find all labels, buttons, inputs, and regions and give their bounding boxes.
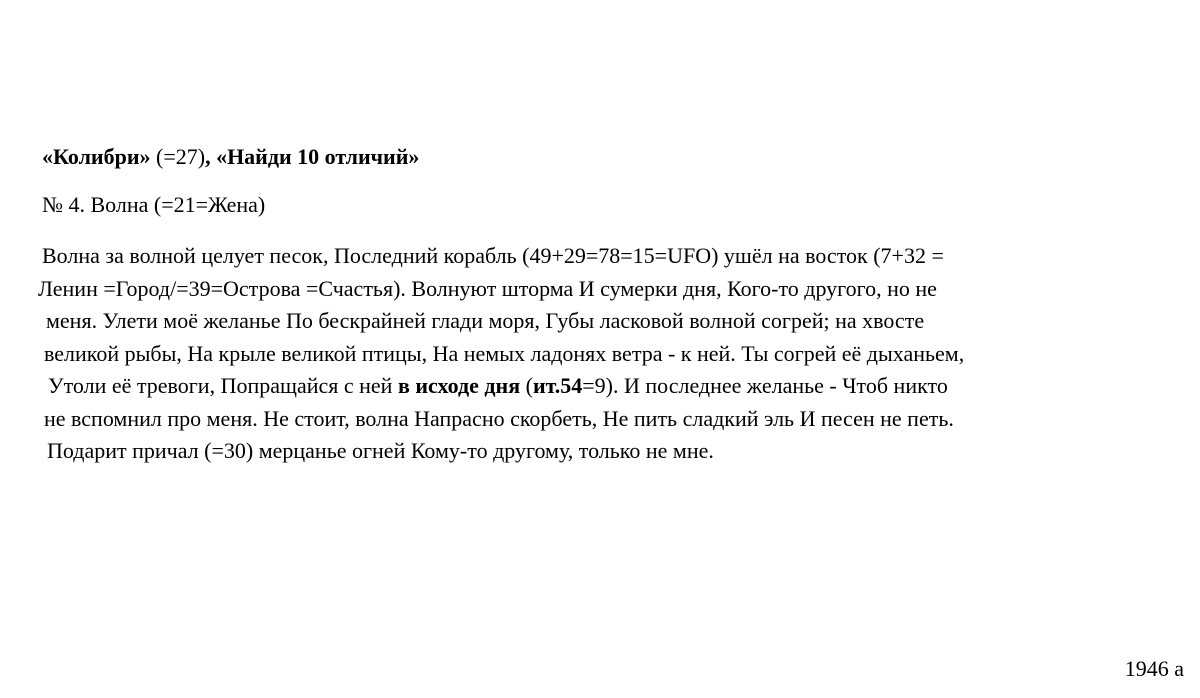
body-bold-segment: ит.54 (532, 373, 583, 398)
page-number: 1946 а (1124, 656, 1184, 681)
body-segment: Подарит причал (=30) мерцанье огней Кому-то другому, только не мне. (47, 438, 714, 463)
body-segment: великой рыбы, На крыле великой птицы, На немых ладонях ветра - к ней. Ты согрей её дыханьем, (44, 340, 965, 366)
heading-title-kolibri: «Колибри» (42, 144, 151, 169)
body-segment: не вспомнил про меня. Не стоит, волна Напрасно скорбеть, Не пить сладкий эль И песен не петь. (44, 405, 954, 431)
body-line (0, 240, 964, 273)
body-line (0, 273, 964, 306)
body-line (0, 403, 964, 436)
heading (42, 143, 419, 171)
body-line (0, 338, 964, 371)
body-line (0, 435, 964, 468)
body-text (0, 240, 964, 468)
body-segment: Ленин =Город/=39=Острова =Счастья). Волнуют шторма И сумерки дня, Кого-то другого, но не (38, 275, 937, 301)
subheading: № 4. Волна (=21=Жена) (42, 192, 266, 217)
body-line (0, 305, 964, 338)
body-segment: =9). И последнее желанье - Чтоб никто (582, 373, 948, 398)
body-segment: Утоли её тревоги, Попращайся с ней (48, 373, 398, 398)
body-segment: Волна за волной целует песок, Последний корабль (49+29=78=15=UFO) ушёл на восток (7+32 = (42, 243, 944, 268)
body-segment: меня. Улети моё желанье По бескрайней глади моря, Губы ласковой волной согрей; на хвосте (46, 308, 925, 333)
body-segment: ( (520, 373, 533, 398)
body-bold-segment: в исходе дня (397, 373, 521, 398)
body-line (0, 370, 964, 403)
heading-title-naidi: , «Найди 10 отличий» (205, 144, 420, 169)
heading-number: (=27) (150, 144, 206, 169)
